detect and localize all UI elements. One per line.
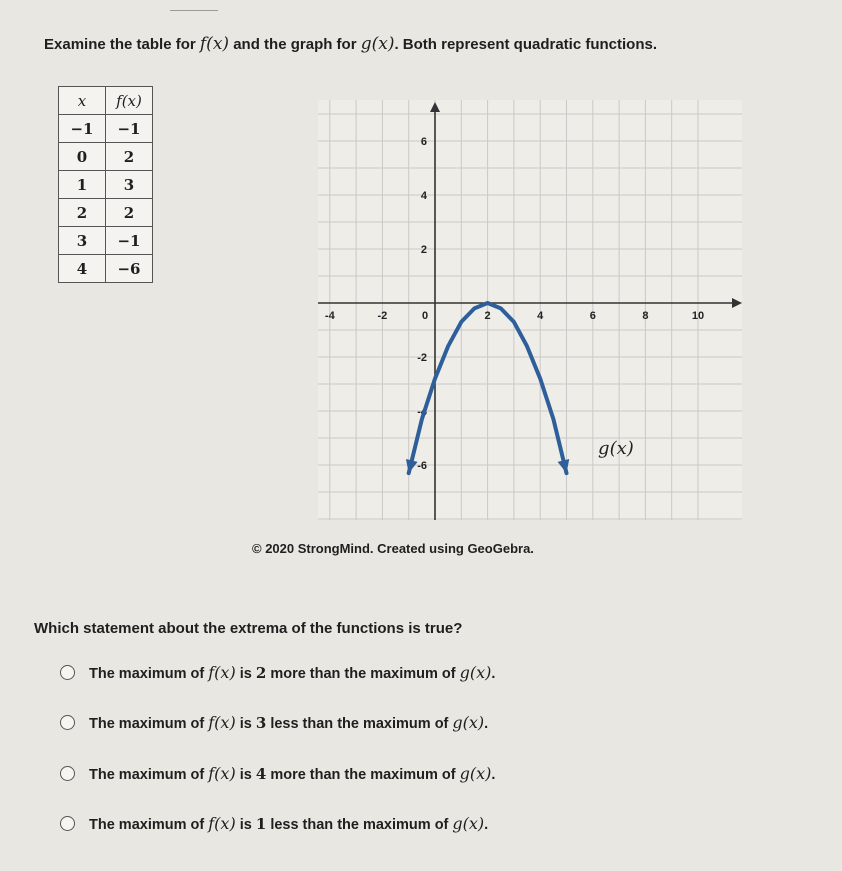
option-label: The maximum of f(x) is 1 less than the maximum of g(x).: [89, 814, 489, 833]
x-tick-label: -4: [324, 310, 335, 322]
prompt-g-label: g(x): [360, 34, 395, 54]
table-cell-fx: −1: [106, 227, 153, 255]
prompt-text-1: Examine the table for: [44, 36, 196, 53]
answer-option-3[interactable]: [60, 764, 495, 783]
option-label: The maximum of f(x) is 3 less than the maximum of g(x).: [89, 713, 489, 732]
table-cell-fx: −6: [106, 255, 153, 283]
table-cell-x: 1: [59, 171, 106, 199]
table-cell-fx: 2: [106, 143, 153, 171]
y-tick-label: -4: [417, 406, 427, 418]
x-tick-label: 6: [589, 310, 596, 322]
table-cell-x: 2: [59, 199, 106, 227]
y-tick-label: 2: [420, 244, 427, 256]
x-tick-label: 2: [484, 310, 491, 322]
y-tick-label: -2: [417, 352, 427, 364]
radio-button[interactable]: [60, 715, 75, 730]
table-cell-x: 0: [59, 143, 106, 171]
radio-button[interactable]: [60, 665, 75, 680]
question-text: Which statement about the extrema of the functions is true?: [34, 620, 463, 637]
x-tick-label: -2: [377, 310, 388, 322]
answer-option-1[interactable]: [60, 663, 495, 682]
x-tick-label: 0: [421, 310, 429, 322]
g-function-label: g(x): [598, 438, 634, 460]
option-label: The maximum of f(x) is 2 more than the maximum of g(x).: [89, 663, 496, 682]
table-cell-fx: 3: [106, 171, 153, 199]
table-cell-x: 3: [59, 227, 106, 255]
table-header-fx: f(x): [106, 87, 153, 115]
credit-line: © 2020 StrongMind. Created using GeoGebra.: [252, 541, 534, 556]
table-cell-x: −1: [59, 115, 106, 143]
answer-option-4[interactable]: [60, 814, 488, 833]
table-header-x: x: [59, 87, 106, 115]
radio-button[interactable]: [60, 816, 75, 831]
table-cell-x: 4: [59, 255, 106, 283]
table-cell-fx: 2: [106, 199, 153, 227]
radio-button[interactable]: [60, 766, 75, 781]
y-tick-label: 6: [420, 136, 427, 148]
answer-option-2[interactable]: [60, 713, 488, 732]
prompt-text-3: . Both represent quadratic functions.: [394, 36, 657, 53]
y-tick-label: -6: [417, 460, 427, 472]
prompt-f-label: f(x): [199, 34, 230, 54]
table-cell-fx: −1: [106, 115, 153, 143]
y-tick-label: 4: [420, 190, 427, 202]
option-label: The maximum of f(x) is 4 more than the maximum of g(x).: [89, 764, 496, 783]
x-tick-label: 8: [642, 310, 649, 322]
prompt-text-2: and the graph for: [233, 36, 357, 53]
x-tick-label: 4: [537, 310, 544, 322]
x-tick-label: 10: [691, 310, 705, 322]
